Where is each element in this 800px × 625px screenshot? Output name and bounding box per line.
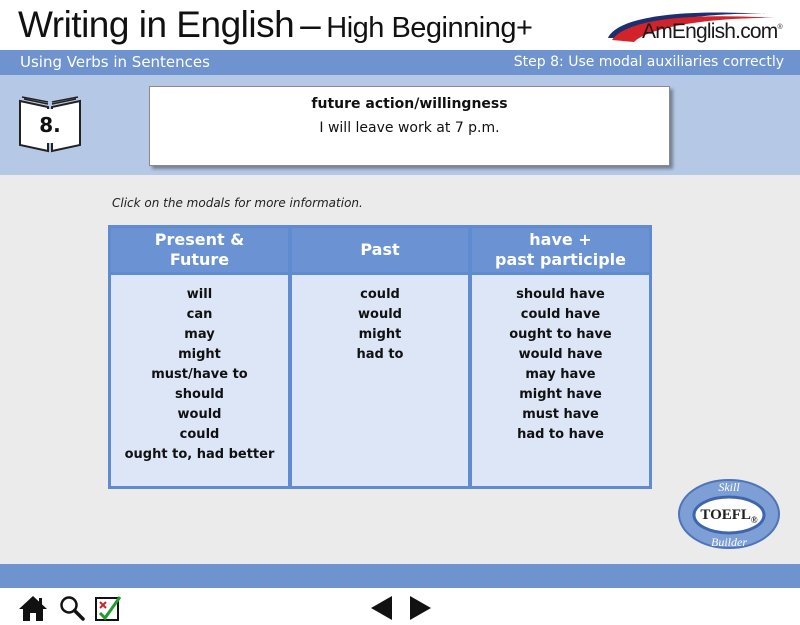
column-body [292,275,468,486]
modal-link[interactable]: could [179,427,220,442]
modal-link[interactable]: would [358,307,402,322]
step-number: 8. [39,113,61,137]
modal-link[interactable]: will [186,287,213,302]
logo-wordmark: AmEnglish.com [642,20,778,43]
modal-link[interactable]: could [360,287,400,302]
column-header-line1: Present & [154,230,245,249]
home-icon[interactable] [18,594,46,622]
badge-center-text [677,507,781,525]
column-header-line2: Future [169,250,230,269]
title-dash: – [300,4,321,45]
page-title [18,4,532,46]
modal-link[interactable]: ought to, had better [124,447,275,462]
modal-link[interactable]: would [177,407,222,422]
modal-link[interactable]: may have [525,367,596,382]
badge-registered-mark: ® [750,515,758,525]
previous-arrow-icon[interactable] [368,594,396,622]
modal-link[interactable]: would have [518,347,603,362]
instruction-text: Click on the modals for more information. [112,196,363,210]
modal-link[interactable]: must/have to [151,367,248,382]
title-level: High Beginning+ [326,12,533,44]
title-main: Writing in English [18,4,295,45]
modal-link[interactable]: must have [522,407,599,422]
modal-link[interactable]: had to have [517,427,604,442]
column-have-past-participle [472,228,649,486]
modal-link[interactable]: can [186,307,213,322]
modal-link[interactable]: may [184,327,215,342]
column-past [292,228,468,486]
header [0,0,800,50]
footer-toolbar [0,588,800,625]
column-header-line1: Past [360,240,400,259]
badge-bottom-text: Builder [711,535,747,549]
example-sentence: I will leave work at 7 p.m. [319,120,500,136]
column-present-future [111,228,288,486]
column-header [292,228,468,272]
subheader-bar [0,50,800,75]
modal-link[interactable]: had to [356,347,404,362]
modal-link[interactable]: should [175,387,224,402]
step-title: Step 8: Use modal auxiliaries correctly [513,54,784,70]
modal-link[interactable]: might have [519,387,602,402]
column-header-line1: have + [529,230,592,249]
checklist-icon[interactable] [94,594,122,622]
example-card [149,86,670,166]
toefl-skill-builder-button[interactable] [677,478,781,550]
modal-link[interactable]: could have [520,307,601,322]
column-header [472,228,649,272]
modal-link[interactable]: should have [516,287,605,302]
next-arrow-icon[interactable] [406,594,434,622]
amenglish-logo [606,8,788,48]
column-header [111,228,288,272]
step-book-icon [16,95,84,153]
column-header-line2: past participle [494,250,627,269]
modals-table [108,225,652,489]
modal-link[interactable]: ought to have [509,327,612,342]
logo-text [642,20,782,44]
example-meaning: future action/willingness [311,96,508,112]
footer-bar [0,564,800,588]
column-body [472,275,649,486]
modal-link[interactable]: might [358,327,402,342]
badge-toefl-word: TOEFL [700,507,751,523]
lesson-title: Using Verbs in Sentences [20,53,210,71]
column-body [111,275,288,486]
logo-registered-mark: ® [777,24,782,31]
modal-link[interactable]: might [178,347,221,362]
search-icon[interactable] [58,594,86,622]
badge-top-text: Skill [718,480,740,494]
